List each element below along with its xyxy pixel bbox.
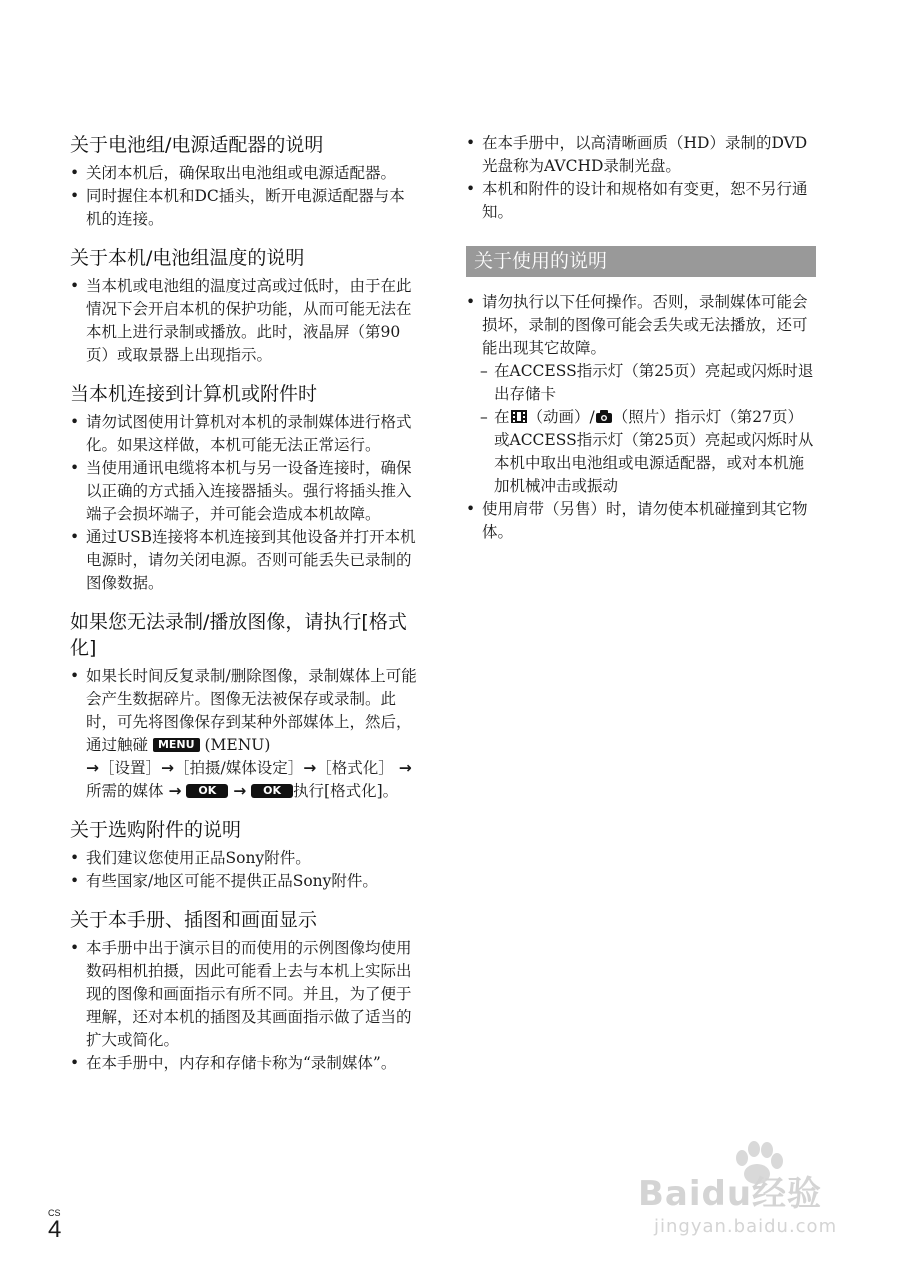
format-text-1: 如果长时间反复录制/删除图像，录制媒体上可能会产生数据碎片。图像无法被保存或录制。此时，可先将图像保存到某种外部媒体上，然后，通过触碰 (86, 667, 417, 754)
list-item: • 有些国家/地区可能不提供正品Sony附件。 (70, 870, 418, 893)
arrow-icon: → (303, 759, 317, 777)
list-usage (466, 291, 816, 544)
list-accessories (70, 847, 418, 893)
section-format (70, 609, 418, 803)
format-text-5: ［格式化］ (316, 759, 394, 777)
list-item: • 使用肩带（另售）时，请勿使本机碰撞到其它物体。 (466, 498, 816, 544)
heading-temperature: 关于本机/电池组温度的说明 (70, 247, 305, 269)
list-item: • 同时握住本机和DC插头，断开电源适配器与本机的连接。 (70, 185, 418, 231)
list-item: • 请勿试图使用计算机对本机的录制媒体进行格式化。如果这样做，本机可能无法正常运行。 (70, 411, 418, 457)
list-manual-continued (466, 132, 816, 224)
list-item: • 当本机或电池组的温度过高或过低时，由于在此情况下会开启本机的保护功能，从而可能无法在本机上进行录制或播放。此时，液晶屏（第90页）或取景器上出现指示。 (70, 275, 418, 367)
list-item: • 在本手册中，以高清晰画质（HD）录制的DVD光盘称为AVCHD录制光盘。 (466, 132, 816, 178)
heading-computer-connection: 当本机连接到计算机或附件时 (70, 383, 318, 405)
ok-button-icon: OK (251, 784, 293, 798)
section-accessories (70, 817, 418, 893)
list-item: • 当使用通讯电缆将本机与另一设备连接时，确保以正确的方式插入连接器插头。强行将插头推入端子会损坏端子，并可能会造成本机故障。 (70, 457, 418, 526)
arrow-icon: → (168, 782, 182, 800)
menu-button-icon: MENU (153, 738, 200, 752)
heading-format: 如果您无法录制/播放图像，请执行[格式化] (70, 611, 407, 659)
list-temperature (70, 275, 418, 367)
dash-text-c: （照片）指示灯（第27页）或ACCESS指示灯（第25页）亮起或闪烁时从本机中取出电池组或电源适配器，或对本机施加机械冲击或振动 (494, 408, 814, 495)
section-banner-usage: 关于使用的说明 (466, 246, 816, 277)
dash-text-b: （动画）/ (527, 408, 595, 426)
list-item: • 在本手册中，内存和存储卡称为“录制媒体”。 (70, 1052, 418, 1075)
list-item: • 我们建议您使用正品Sony附件。 (70, 847, 418, 870)
page-number-value: 4 (48, 1216, 62, 1243)
heading-accessories: 关于选购附件的说明 (70, 819, 242, 841)
baidu-watermark (636, 1140, 866, 1260)
section-computer-connection (70, 381, 418, 595)
dash-item (466, 406, 816, 498)
section-manual (70, 907, 418, 1075)
arrow-icon: → (161, 759, 175, 777)
section-temperature (70, 245, 418, 367)
arrow-icon: → (398, 759, 412, 777)
page-number (48, 1208, 61, 1242)
list-item: • 请勿执行以下任何操作。否则，录制媒体可能会损坏，录制的图像可能会丢失或无法播放，还可能出现其它故障。 (466, 291, 816, 360)
format-text-4: ［拍摄/媒体设定］ (174, 759, 304, 777)
section-battery-adapter (70, 132, 418, 231)
list-item: • 通过USB连接将本机连接到其他设备并打开本机电源时，请勿关闭电源。否则可能丢失已录制的图像数据。 (70, 526, 418, 595)
format-text-7: 执行[格式化]。 (293, 782, 399, 800)
movie-icon (510, 409, 528, 424)
list-computer-connection (70, 411, 418, 595)
heading-battery-adapter: 关于电池组/电源适配器的说明 (70, 134, 324, 156)
list-item: • 本机和附件的设计和规格如有变更，恕不另行通知。 (466, 178, 816, 224)
list-battery-adapter (70, 162, 418, 231)
heading-manual: 关于本手册、插图和画面显示 (70, 909, 318, 931)
list-manual (70, 937, 418, 1075)
camera-icon (595, 409, 613, 424)
right-column (466, 132, 816, 544)
format-text-6: 所需的媒体 (86, 782, 164, 800)
watermark-url: jingyan.baidu.com (654, 1216, 838, 1237)
format-text-3: ［设置］ (99, 759, 162, 777)
watermark-logo: Baidu经验 (638, 1174, 823, 1214)
list-item: • 关闭本机后，确保取出电池组或电源适配器。 (70, 162, 418, 185)
arrow-icon: → (233, 782, 247, 800)
dash-text-a: 在 (494, 408, 510, 426)
left-column (70, 132, 418, 1089)
dash-item: – 在ACCESS指示灯（第25页）亮起或闪烁时退出存储卡 (466, 360, 816, 406)
list-format (70, 665, 418, 803)
format-text-2: (MENU) (204, 736, 271, 754)
page-language-code: CS (48, 1208, 61, 1218)
arrow-icon: → (86, 759, 99, 777)
ok-button-icon: OK (186, 784, 228, 798)
list-item (70, 665, 418, 803)
list-item: • 本手册中出于演示目的而使用的示例图像均使用数码相机拍摄，因此可能看上去与本机上实际出现的图像和画面指示有所不同。并且，为了便于理解，还对本机的插图及其画面指示做了适当的扩大或简化。 (70, 937, 418, 1052)
